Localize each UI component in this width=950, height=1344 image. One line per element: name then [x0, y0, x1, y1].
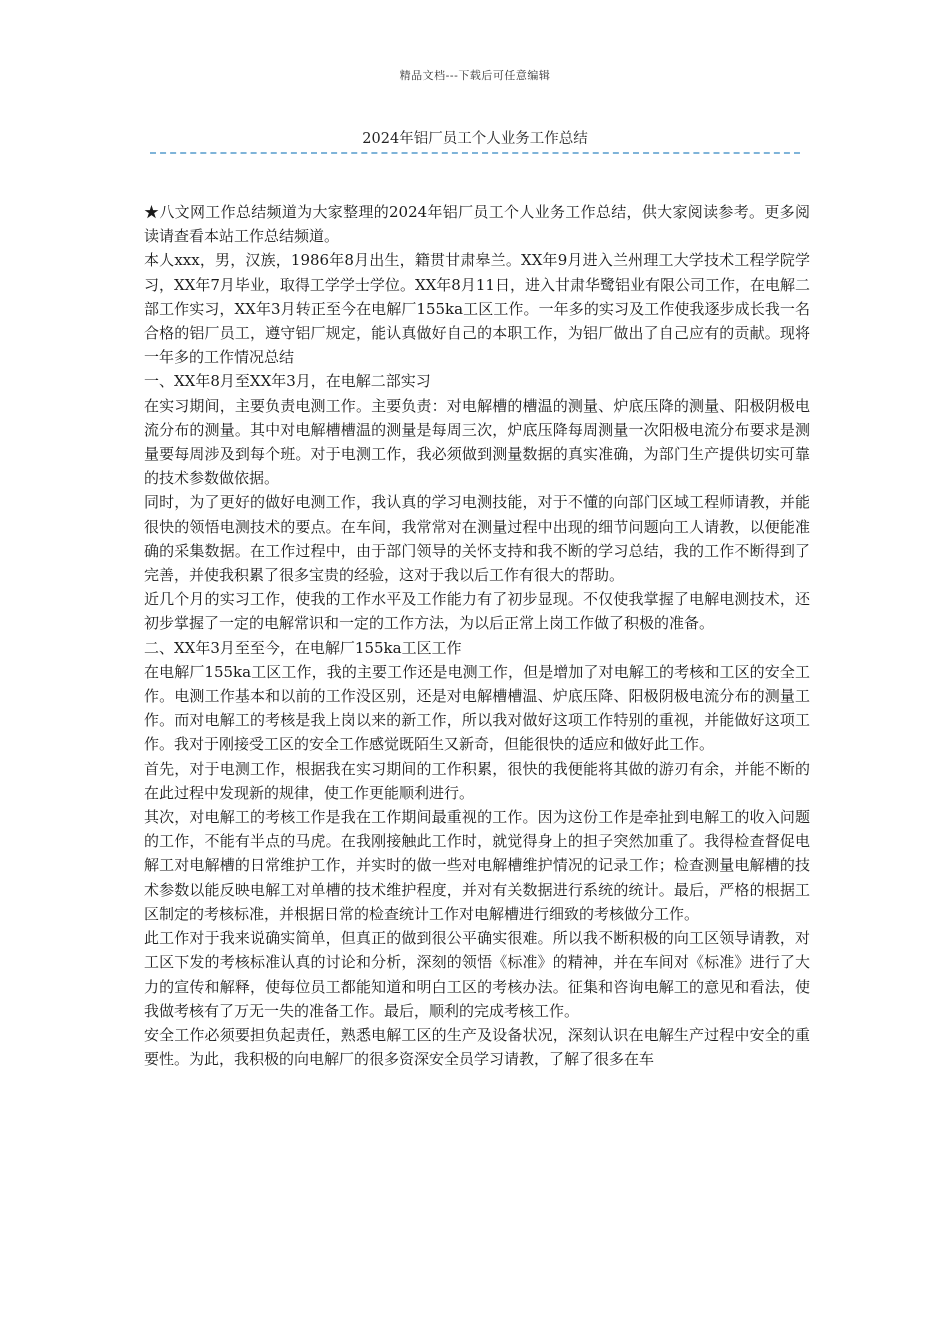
paragraph: 安全工作必须要担负起责任，熟悉电解工区的生产及设备状况，深刻认识在电解生产过程中安全的重要性。为此，我积极的向电解厂的很多资深安全员学习请教，了解了很多在车	[144, 1025, 810, 1069]
paragraph: 本人xxx，男，汉族，1986年8月出生，籍贯甘肃皋兰。XX年9月进入兰州理工大学技术工程学院学习，XX年7月毕业，取得工学学士学位。XX年8月11日，进入甘肃华鹭铝业有限公司工作，在电解二部工作实习，XX年3月转正至今在电解厂155ka工区工作。一年多的实习及工作使我逐步成长我一名合格的铝厂员工，遵守铝厂规定，能认真做好自己的本职工作，为铝厂做出了自己应有的贡献。现将一年多的工作情况总结	[144, 251, 810, 367]
section-heading: 一、XX年8月至XX年3月，在电解二部实习	[144, 372, 431, 391]
paragraph: 此工作对于我来说确实简单，但真正的做到很公平确实很难。所以我不断积极的向工区领导请教，对工区下发的考核标准认真的讨论和分析，深刻的领悟《标准》的精神，并在车间对《标准》进行了大力的宣传和解释，使每位员工都能知道和明白工区的考核办法。征集和咨询电解工的意见和看法，使我做考核有了万无一失的准备工作。最后，顺利的完成考核工作。	[144, 929, 810, 1020]
paragraph: 其次，对电解工的考核工作是我在工作期间最重视的工作。因为这份工作是牵扯到电解工的收入问题的工作，不能有半点的马虎。在我刚接触此工作时，就觉得身上的担子突然加重了。我得检查督促电解工对电解槽的日常维护工作，并实时的做一些对电解槽维护情况的记录工作；检查测量电解槽的技术参数以能反映电解工对单槽的技术维护程度，并对有关数据进行系统的统计。最后，严格的根据工区制定的考核标准，并根据日常的检查统计工作对电解槽进行细致的考核做分工作。	[144, 808, 810, 923]
paragraph: 在电解厂155ka工区工作，我的主要工作还是电测工作，但是增加了对电解工的考核和工区的安全工作。电测工作基本和以前的工作没区别，还是对电解槽槽温、炉底压降、阳极阴极电流分布的测量工作。而对电解工的考核是我上岗以来的新工作，所以我对做好这项工作特别的重视，并能做好这项工作。我对于刚接受工区的安全工作感觉既陌生又新奇，但能很快的适应和做好此工作。	[144, 662, 810, 754]
paragraph-intro: ★八文网工作总结频道为大家整理的2024年铝厂员工个人业务工作总结，供大家阅读参考。更多阅读请查看本站工作总结频道。	[144, 203, 810, 246]
document-title: 2024年铝厂员工个人业务工作总结	[362, 131, 588, 147]
paragraph: 同时，为了更好的做好电测工作，我认真的学习电测技能，对于不懂的向部门区域工程师请教，并能很快的领悟电测技术的要点。在车间，我常常对在测量过程中出现的细节问题向工人请教，以便能准确的采集数据。在工作过程中，由于部门领导的关怀支持和我不断的学习总结，我的工作不断得到了完善，并使我积累了很多宝贵的经验，这对于我以后工作有很大的帮助。	[144, 493, 810, 585]
document-body	[144, 200, 810, 1071]
section-heading: 二、XX年3月至至今，在电解厂155ka工区工作	[144, 638, 462, 657]
paragraph: 在实习期间，主要负责电测工作。主要负责：对电解槽的槽温的测量、炉底压降的测量、阳极阴极电流分布的测量。其中对电解槽槽温的测量是每周三次，炉底压降每周测量一次阳极电流分布要求是测量要每周涉及到每个班。对于电测工作，我必须做到测量数据的真实准确，为部门生产提供切实可靠的技术参数做依据。	[144, 396, 810, 488]
title-divider	[150, 152, 800, 154]
page-header-note: 精品文档---下载后可任意编辑	[399, 69, 551, 82]
paragraph: 近几个月的实习工作，使我的工作水平及工作能力有了初步显现。不仅使我掌握了电解电测技术，还初步掌握了一定的电解常识和一定的工作方法，为以后正常上岗工作做了积极的准备。	[144, 590, 810, 633]
paragraph: 首先，对于电测工作，根据我在实习期间的工作积累，很快的我便能将其做的游刃有余，并能不断的在此过程中发现新的规律，使工作更能顺利进行。	[144, 759, 810, 802]
